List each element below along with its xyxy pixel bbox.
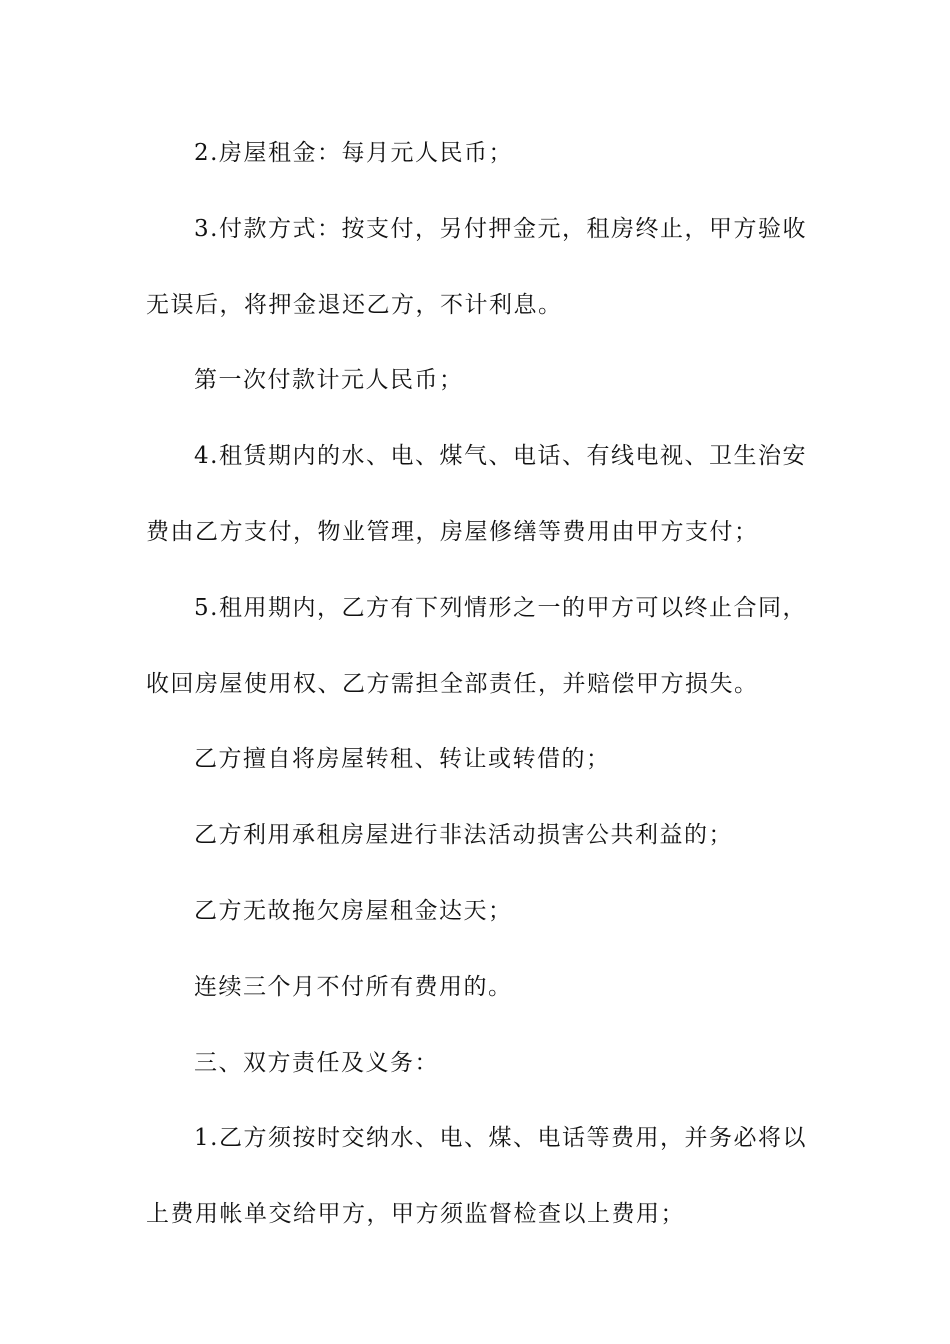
paragraph-line: 无误后，将押金退还乙方，不计利息。: [146, 291, 563, 318]
section-heading: 三、双方责任及义务：: [194, 1049, 439, 1076]
contract-text-body: [146, 130, 810, 1267]
paragraph-line: 收回房屋使用权、乙方需担全部责任，并赔偿甲方损失。: [146, 670, 759, 697]
paragraph-line: 2.房屋租金：每月元人民币；: [194, 140, 513, 166]
paragraph-line: 费由乙方支付，物业管理，房屋修缮等费用由甲方支付；: [146, 518, 759, 545]
paragraph-line: 乙方擅自将房屋转租、转让或转借的；: [194, 746, 611, 773]
paragraph-line: 3.付款方式：按支付，另付押金元，租房终止，甲方验收: [194, 215, 807, 242]
paragraph-line: 4.租赁期内的水、电、煤气、电话、有线电视、卫生治安: [194, 443, 807, 470]
paragraph-line: 5.租用期内，乙方有下列情形之一的甲方可以终止合同，: [194, 594, 807, 621]
paragraph-line: 连续三个月不付所有费用的。: [194, 973, 513, 1000]
paragraph-line: 乙方利用承租房屋进行非法活动损害公共利益的；: [194, 822, 733, 849]
paragraph-line: 1.乙方须按时交纳水、电、煤、电话等费用，并务必将以: [194, 1125, 807, 1152]
paragraph-line: 第一次付款计元人民币；: [194, 367, 464, 394]
paragraph-line: 上费用帐单交给甲方，甲方须监督检查以上费用；: [146, 1201, 685, 1228]
paragraph-line: 乙方无故拖欠房屋租金达天；: [194, 897, 513, 924]
